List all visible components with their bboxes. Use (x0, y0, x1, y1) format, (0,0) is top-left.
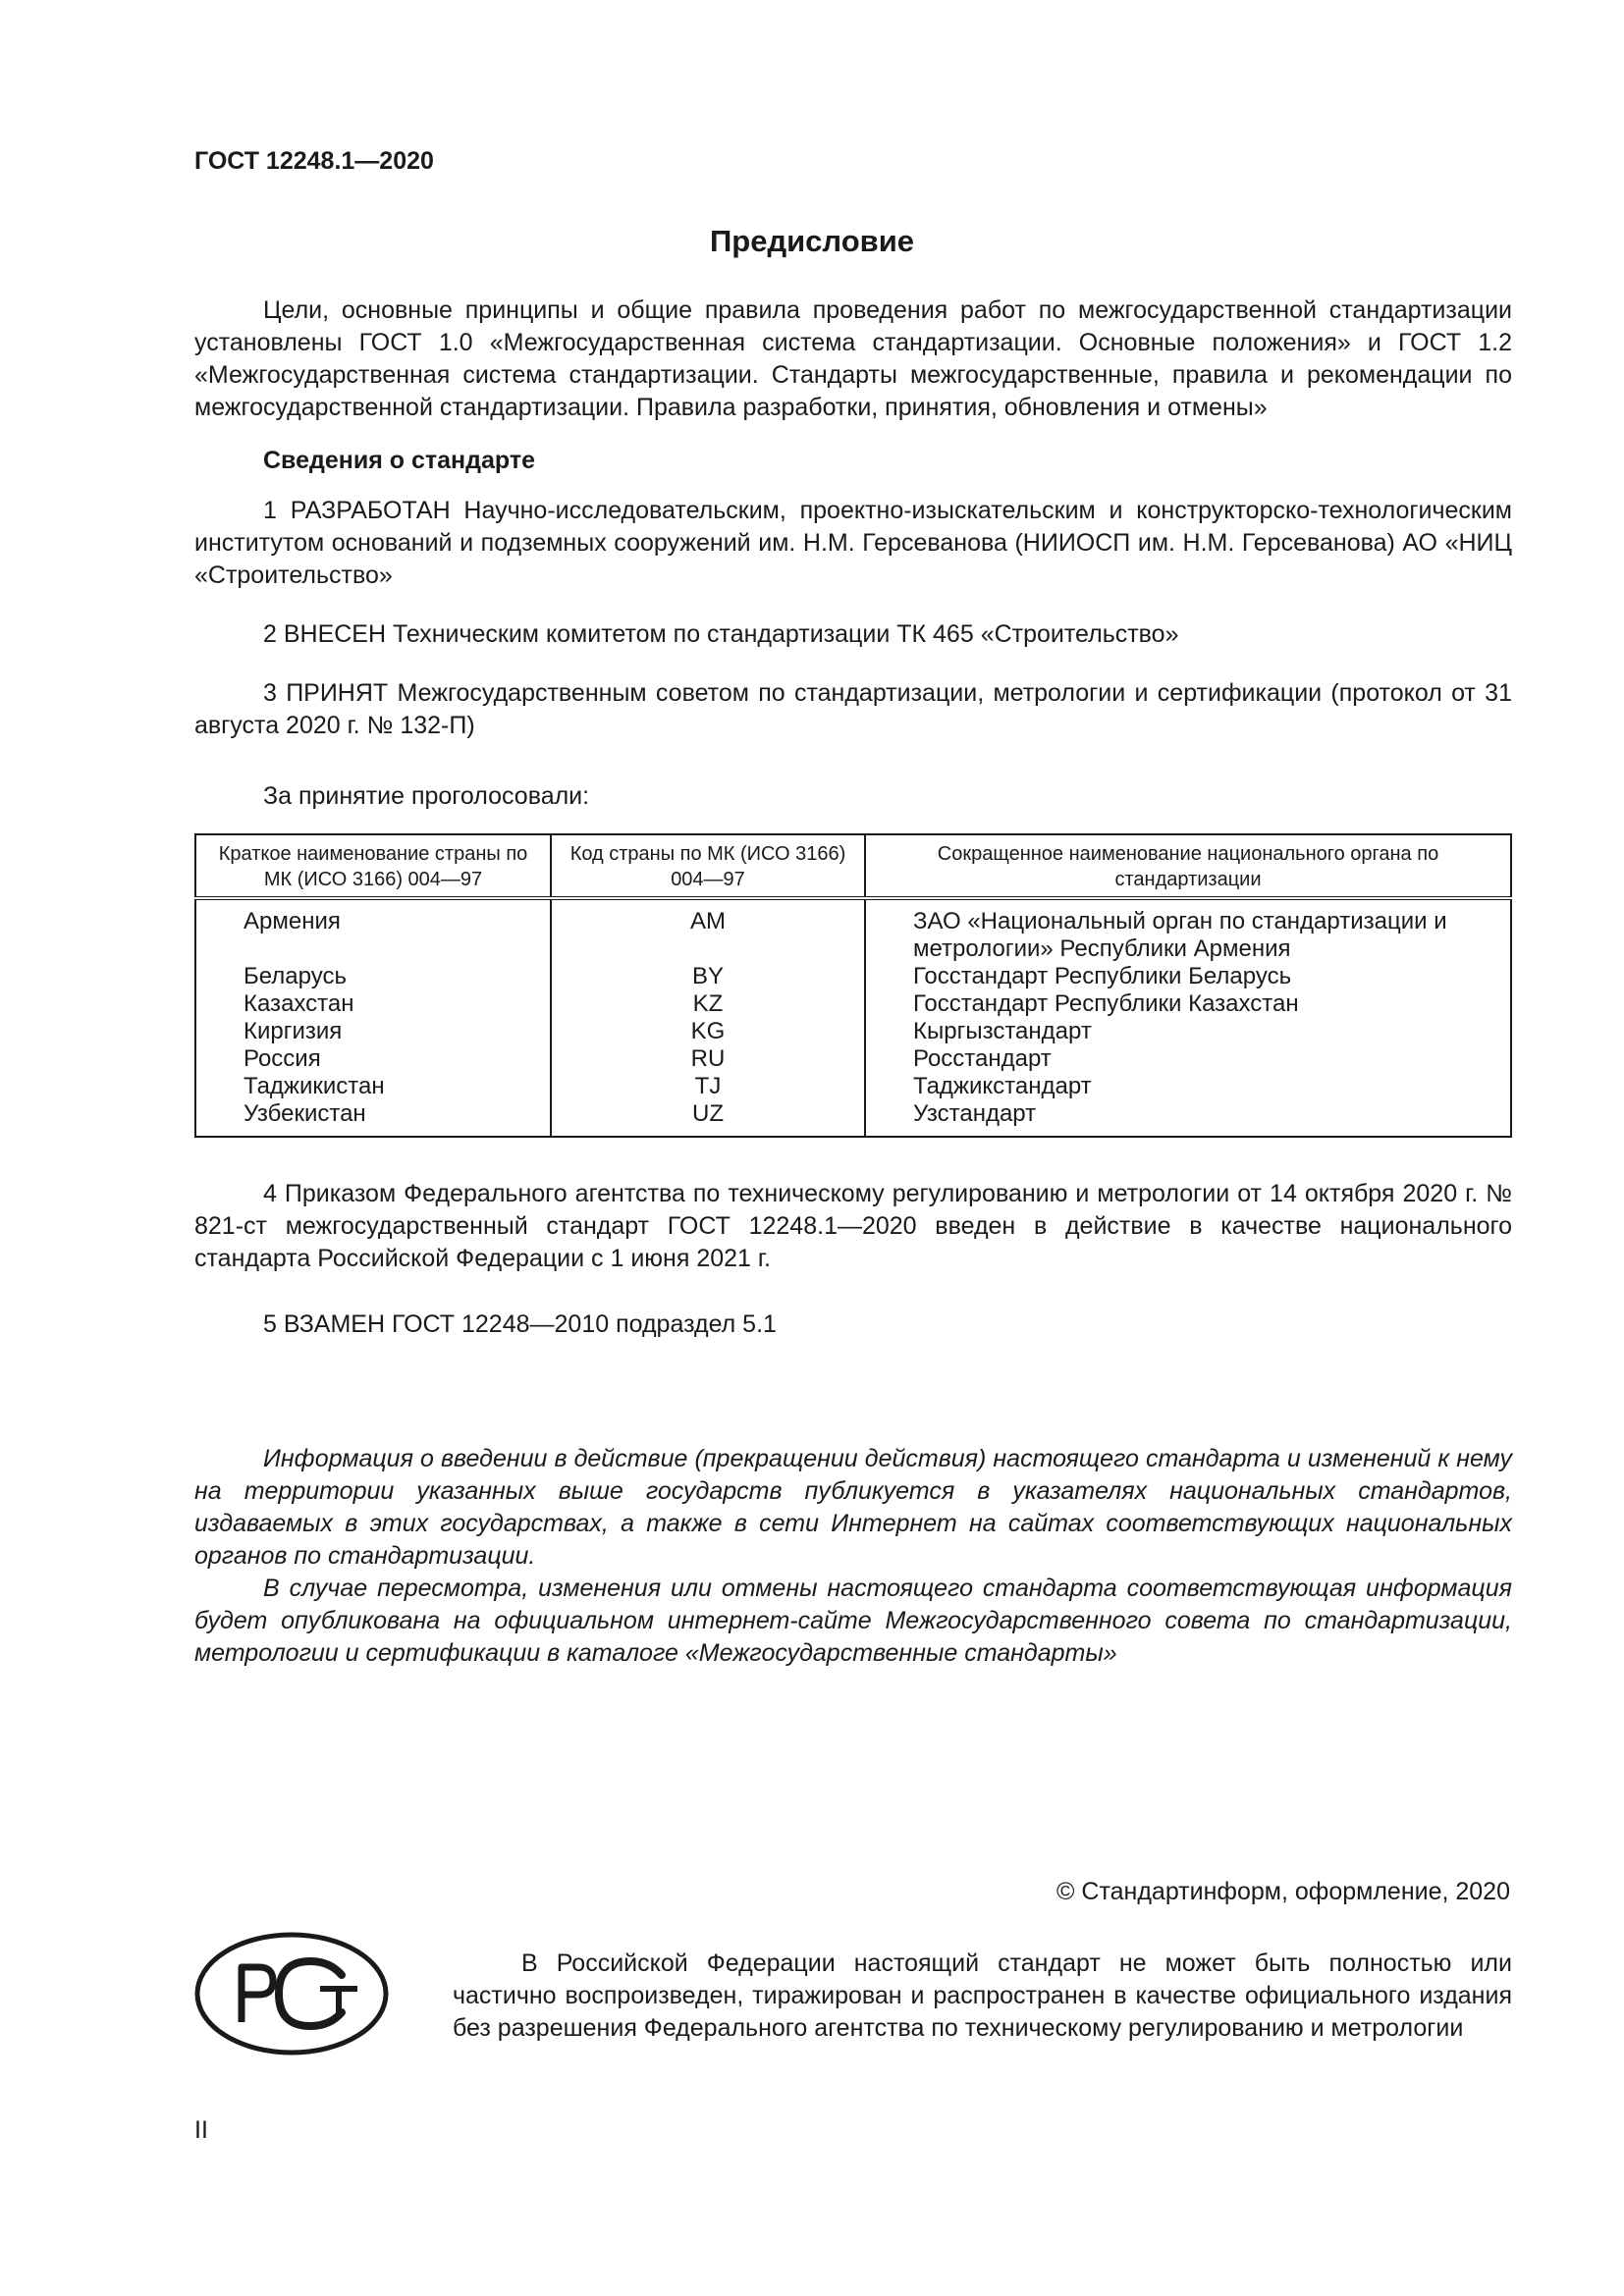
code-cell: KG (551, 1018, 865, 1045)
intro-paragraph: Цели, основные принципы и общие правила проведения работ по межгосударственной стандартизации установлены ГОСТ 1.0 «Межгосударственная система стандартизации. Основные положения» и ГОСТ 1.2 «Межгосударственная система стандартизации. Стандарты межгосударственные, правила и рекомендации по межгосударственной стандартизации. Правила разработки, принятия, обновления и отмены» (194, 296, 1512, 421)
reproduction-notice: В Российской Федерации настоящий стандарт не может быть полностью или частично воспроизведен, тиражирован и распространен в качестве официального издания без разрешения Федерального агентства по техническому регулированию и метрологии (453, 1949, 1512, 2042)
table-row (195, 963, 1511, 990)
table-row (195, 1073, 1511, 1100)
code-cell: BY (551, 963, 865, 990)
code-cell: KZ (551, 990, 865, 1018)
table-header-row (195, 834, 1511, 898)
org-cell: Кыргызстандарт (865, 1018, 1511, 1045)
code-cell: TJ (551, 1073, 865, 1100)
item-1-developed: 1 РАЗРАБОТАН Научно-исследовательским, проектно-изыскательским и конструкторско-технологическим институтом оснований и подземных сооружений им. Н.М. Герсеванова (НИИОСП им. Н.М. Герсеванова) АО «НИЦ «Строительство» (194, 497, 1512, 589)
notice-paragraph-2: В случае пересмотра, изменения или отмены настоящего стандарта соответствующая информация будет опубликована на официальном интернет-сайте Межгосударственного совета по стандартизации, метрологии и сертификации в каталоге «Межгосударственные стандарты» (194, 1575, 1512, 1667)
org-cell: ЗАО «Национальный орган по стандартизации и метрологии» Республики Армения (865, 898, 1511, 963)
org-cell: Таджикстандарт (865, 1073, 1511, 1100)
document-code: ГОСТ 12248.1—2020 (194, 147, 434, 175)
country-cell: Беларусь (195, 963, 551, 990)
country-cell: Казахстан (195, 990, 551, 1018)
country-cell: Таджикистан (195, 1073, 551, 1100)
item-2-submitted: 2 ВНЕСЕН Техническим комитетом по стандартизации ТК 465 «Строительство» (263, 620, 1179, 648)
votes-table (194, 833, 1512, 1138)
info-heading: Сведения о стандарте (263, 447, 536, 474)
rst-certification-mark-icon (194, 1932, 389, 2056)
table-row (195, 1100, 1511, 1137)
country-cell: Армения (195, 898, 551, 963)
votes-label: За принятие проголосовали: (263, 782, 590, 810)
item-4-enacted: 4 Приказом Федерального агентства по техническому регулированию и метрологии от 14 октября 2020 г. № 821-ст межгосударственный стандарт ГОСТ 12248.1—2020 введен в действие в качестве национального стандарта Российской Федерации с 1 июня 2021 г. (194, 1180, 1512, 1272)
country-cell: Киргизия (195, 1018, 551, 1045)
table-row (195, 1045, 1511, 1073)
table-row (195, 898, 1511, 963)
item-3-adopted: 3 ПРИНЯТ Межгосударственным советом по стандартизации, метрологии и сертификации (протокол от 31 августа 2020 г. № 132-П) (194, 679, 1512, 739)
page-title: Предисловие (709, 224, 914, 258)
copyright-line: © Стандартинформ, оформление, 2020 (1056, 1878, 1510, 1905)
org-cell: Госстандарт Республики Беларусь (865, 963, 1511, 990)
org-cell: Росстандарт (865, 1045, 1511, 1073)
header-country-code: Код страны по МК (ИСО 3166) 004—97 (551, 834, 865, 898)
item-5-replaces: 5 ВЗАМЕН ГОСТ 12248—2010 подраздел 5.1 (263, 1310, 777, 1338)
country-cell: Узбекистан (195, 1100, 551, 1137)
page-number: II (194, 2116, 208, 2144)
country-cell: Россия (195, 1045, 551, 1073)
notice-paragraph-1: Информация о введении в действие (прекращении действия) настоящего стандарта и изменений к нему на территории указанных выше государств публикуется в указателях национальных стандартов, издаваемых в этих государствах, а также в сети Интернет на сайтах соответствующих национальных органов по стандартизации. (194, 1445, 1512, 1570)
table-row (195, 1018, 1511, 1045)
code-cell: UZ (551, 1100, 865, 1137)
header-national-body: Сокращенное наименование национального органа по стандартизации (865, 834, 1511, 898)
header-country-name: Краткое наименование страны по МК (ИСО 3166) 004—97 (195, 834, 551, 898)
org-cell: Госстандарт Республики Казахстан (865, 990, 1511, 1018)
table-row (195, 990, 1511, 1018)
org-cell: Узстандарт (865, 1100, 1511, 1137)
code-cell: RU (551, 1045, 865, 1073)
code-cell: AM (551, 898, 865, 963)
